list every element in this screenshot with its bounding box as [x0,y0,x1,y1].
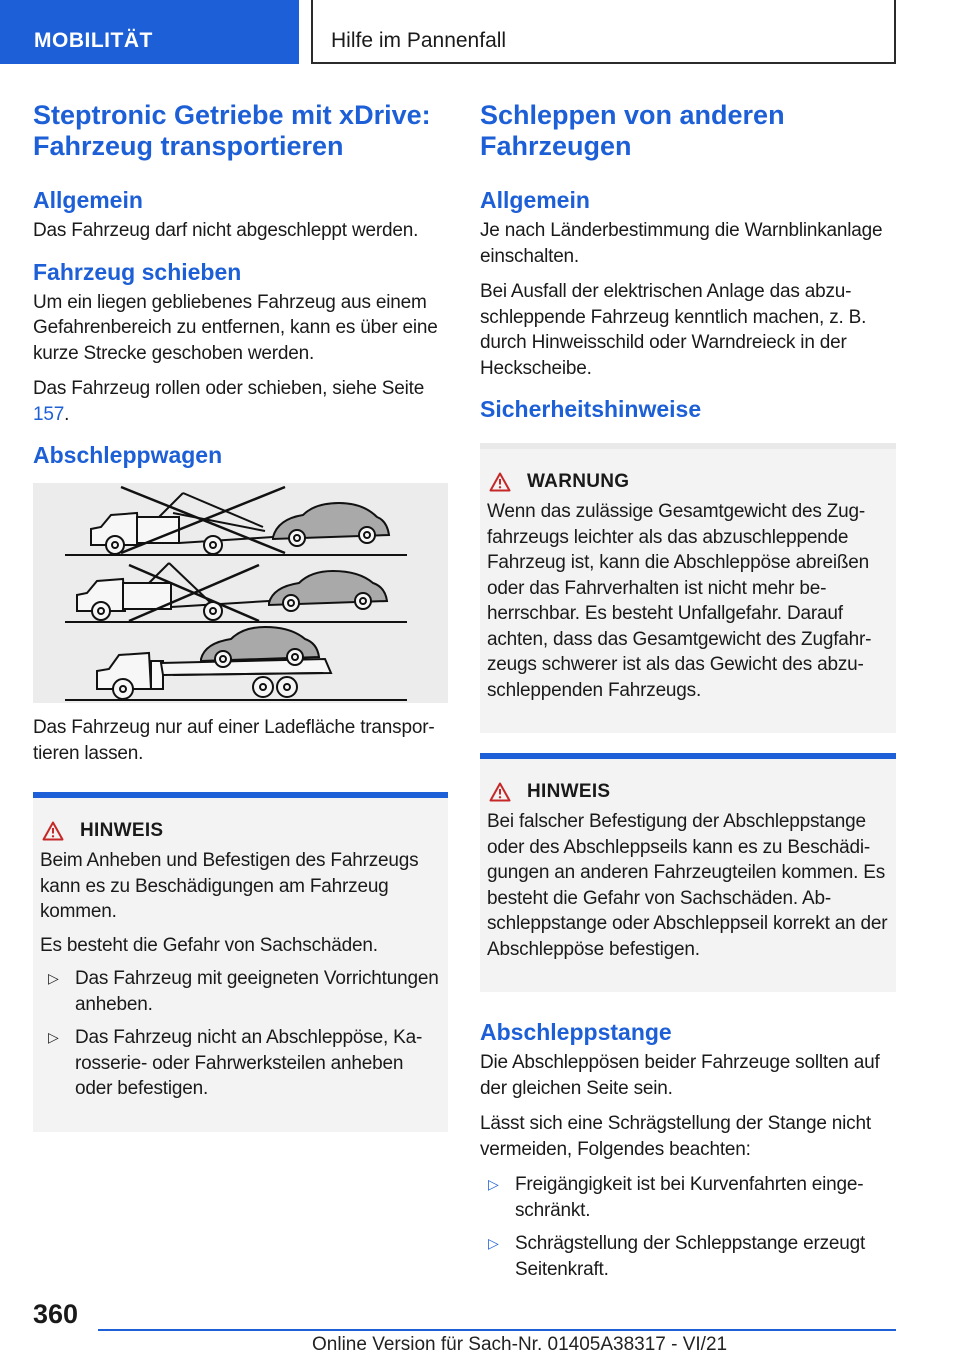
list-item-text: Das Fahrzeug nicht an Abschleppöse, Karosserie- oder Fahrwerksteilen anheben oder befestigen. [75,1027,423,1099]
warning-triangle-icon [42,821,64,841]
list-item-text: Schrägstellung der Schleppstange erzeugt Seitenkraft. [515,1233,866,1280]
notice-title: HINWEIS [527,781,611,802]
text-allgemein-right-2: Bei Ausfall der elektrischen Anlage das abzuschleppende Fahrzeug kenntlich machen, z. B. durch Hinweisschild oder Warndreieck in der Heckscheibe. [480,281,867,379]
heading-allgemein-left: Allgemein [33,187,143,213]
notice-list [40,966,440,1102]
list-item-text: Das Fahrzeug mit geeigneten Vorrichtungen anheben. [75,968,439,1015]
stange-list [480,1172,896,1282]
heading-abschleppwagen: Abschleppwagen [33,442,223,468]
heading-schieben: Fahrzeug schieben [33,258,242,285]
list-item [480,1231,896,1282]
left-title: Steptronic Getriebe mit xDrive: Fahrzeug transportieren [33,100,431,161]
heading-allgemein-right: Allgemein [480,187,590,213]
list-item-text: Freigängigkeit ist bei Kurvenfahrten eingeschränkt. [515,1174,864,1221]
tow-truck-2 [77,563,269,620]
text-allgemein-right-1: Je nach Länderbestimmung die Warnblinkanlage einschalten. [480,220,883,267]
text-stange-2: Lässt sich eine Schrägstellung der Stange nicht vermeiden, Folgendes beachten: [480,1113,871,1160]
notice-title: HINWEIS [80,820,164,841]
chapter-label: Hilfe im Pannenfall [331,29,507,52]
list-item [40,1025,440,1102]
section-tab [0,0,299,64]
towed-car-1 [273,503,389,546]
notice-box-right [480,753,896,992]
notice-title-row [40,820,440,842]
footer-divider [98,1329,896,1331]
caption-abschleppwagen: Das Fahrzeug nur auf einer Ladefläche transportieren lassen. [33,717,435,764]
text-schieben-2a: Das Fahrzeug rollen oder schieben, siehe Seite [33,378,425,399]
chapter-header [311,0,896,64]
heading-sicherheit: Sicherheitshinweise [480,396,702,422]
towing-illustration [33,483,448,703]
warning-triangle-icon [489,782,511,802]
text-stange-1: Die Abschleppösen beider Fahrzeuge sollten auf der gleichen Seite sein. [480,1052,880,1099]
bullet-triangle-icon: ▷ [48,1029,59,1045]
notice-title-row [487,781,888,803]
list-item [480,1172,896,1223]
section-label: MOBILITÄT [34,29,153,52]
text-allgemein-left: Das Fahrzeug darf nicht abgeschleppt werden. [33,220,419,241]
notice-text-2: Es besteht die Gefahr von Sachschäden. [40,934,378,956]
bullet-triangle-icon: ▷ [48,970,59,986]
notice-box-left [33,792,448,1132]
list-item [40,966,440,1017]
heading-abschleppstange: Abschleppstange [480,1019,672,1045]
notice-text-1: Beim Anheben und Befestigen des Fahrzeugs kann es zu Beschädigungen am Fahrzeug kommen. [40,850,419,922]
text-schieben-2b: . [64,403,70,425]
warning-box [480,443,896,733]
left-column [33,100,448,1132]
text-schieben-1: Um ein liegen gebliebenes Fahrzeug aus einem Gefahrenbereich zu entfernen, kann es über eine kurze Strecke geschoben werden. [33,291,438,364]
notice-text: Bei falscher Befestigung der Abschleppstange oder des Abschleppseils kann es zu Beschädigungen an anderen Fahrzeugteilen kommen. Es besteht die Gefahr von Sachschäden. Abschleppstange oder Abschleppseil korrekt an der Abschleppöse befestigen. [487,811,888,960]
warning-title-row [487,471,888,493]
text-schieben-2 [33,376,448,427]
footer-text: Online Version für Sach-Nr. 01405A38317 - VI/21 [312,1334,728,1355]
warning-title: WARNUNG [527,471,630,492]
right-title: Schleppen von anderen Fahrzeugen [480,100,785,161]
bullet-triangle-icon: ▷ [488,1235,499,1251]
page-reference-link[interactable]: 157 [33,403,65,425]
towed-car-2 [269,571,387,611]
warning-triangle-icon [489,472,511,492]
right-column [480,100,896,1290]
warning-text: Wenn das zulässige Gesamtgewicht des Zugfahrzeugs leichter als das abzuschleppende Fahrzeug ist, kann die Abschleppöse abreißen oder das Fahrverhalten ist nicht mehr beherrschbar. Es besteht Unfallgefahr. Darauf achten, dass das Gesamtgewicht des Zugfahrzeugs schwerer ist als das Gewicht des abzuschleppenden Fahrzeugs. [487,501,872,701]
bullet-triangle-icon: ▷ [488,1176,499,1192]
page-number: 360 [33,1299,79,1329]
